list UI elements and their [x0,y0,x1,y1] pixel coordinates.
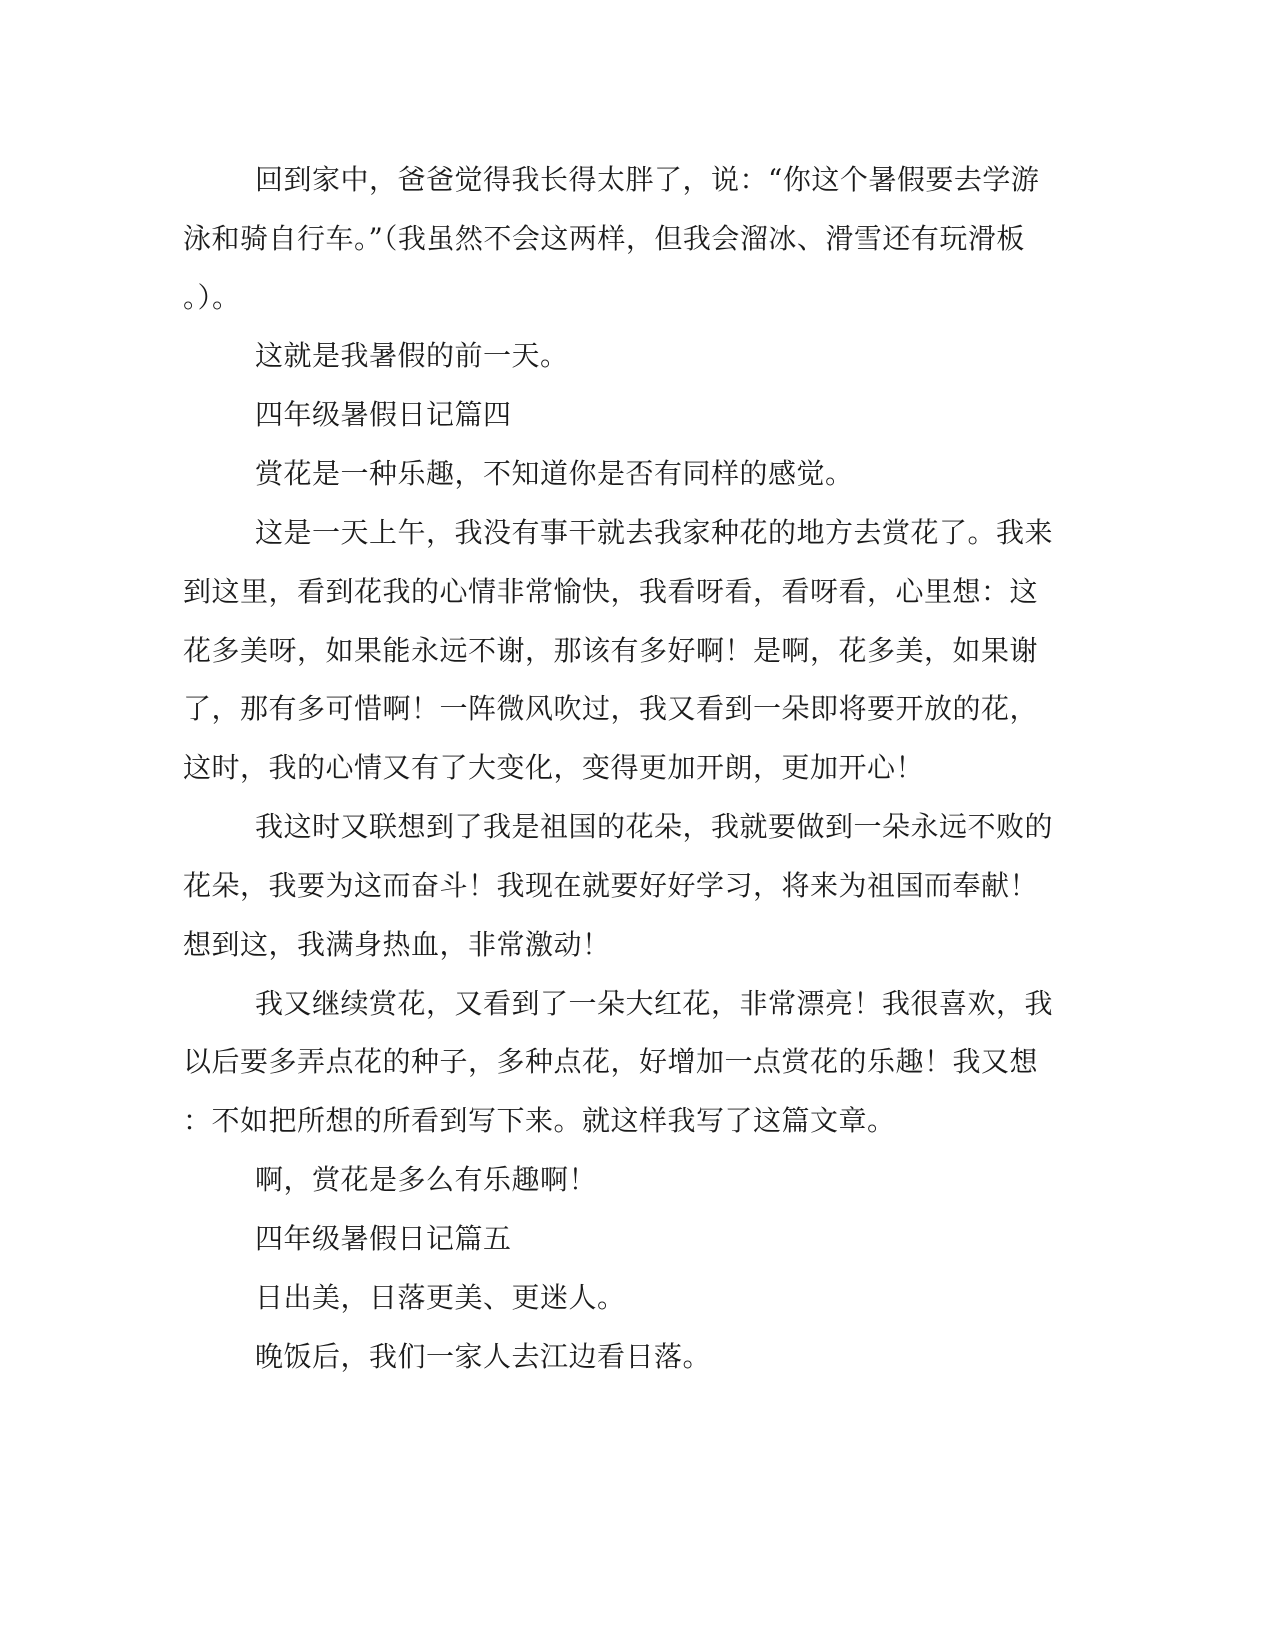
text-line: 花朵，我要为这而奋斗！我现在就要好好学习，将来为祖国而奉献！ [183,869,1039,902]
text-line: 到这里，看到花我的心情非常愉快，我看呀看，看呀看，心里想：这 [183,575,1039,608]
text-line: 赏花是一种乐趣，不知道你是否有同样的感觉。 [255,457,854,490]
text-line: 这就是我暑假的前一天。 [255,339,569,372]
text-line: 回到家中，爸爸觉得我长得太胖了，说：“你这个暑假要去学游 [255,163,1040,196]
text-line: 晚饭后，我们一家人去江边看日落。 [255,1340,712,1373]
text-line: 这时，我的心情又有了大变化，变得更加开朗，更加开心！ [183,751,925,784]
text-line: 。）。 [183,281,241,314]
text-line: 以后要多弄点花的种子，多种点花，好增加一点赏花的乐趣！我又想 [183,1045,1039,1078]
section-heading: 四年级暑假日记篇四 [255,398,512,431]
text-line: 我这时又联想到了我是祖国的花朵，我就要做到一朵永远不败的 [255,810,1054,843]
text-line: 想到这，我满身热血，非常激动！ [183,928,611,961]
text-line: 了，那有多可惜啊！一阵微风吹过，我又看到一朵即将要开放的花， [183,692,1039,725]
text-line: 花多美呀，如果能永远不谢，那该有多好啊！是啊，花多美，如果谢 [183,634,1039,667]
text-line: 这是一天上午，我没有事干就去我家种花的地方去赏花了。我来 [255,516,1054,549]
text-line: ：不如把所想的所看到写下来。就这样我写了这篇文章。 [183,1104,896,1137]
section-heading: 四年级暑假日记篇五 [255,1222,512,1255]
text-line: 泳和骑自行车。”（我虽然不会这两样，但我会溜冰、滑雪还有玩滑板 [183,222,1025,255]
text-line: 日出美，日落更美、更迷人。 [255,1281,626,1314]
text-line: 我又继续赏花，又看到了一朵大红花，非常漂亮！我很喜欢，我 [255,987,1054,1020]
text-line: 啊，赏花是多么有乐趣啊！ [255,1163,598,1196]
